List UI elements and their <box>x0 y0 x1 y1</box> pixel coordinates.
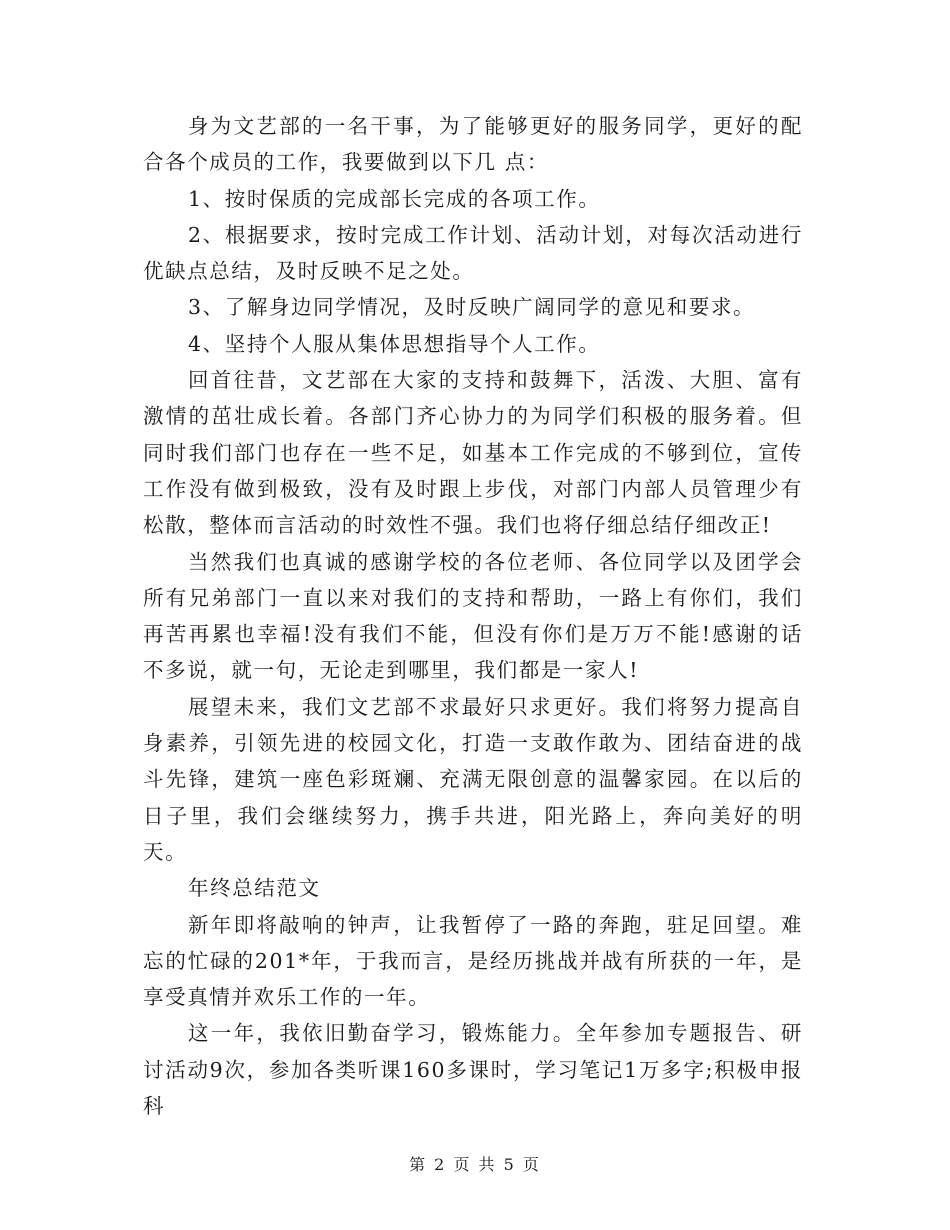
document-body <box>143 108 803 1124</box>
paragraph: 这一年，我依旧勤奋学习，锻炼能力。全年参加专题报告、研讨活动9次，参加各类听课160多课时，学习笔记1万多字;积极申报科 <box>143 1021 803 1119</box>
paragraph: 新年即将敲响的钟声，让我暂停了一路的奔跑，驻足回望。难忘的忙碌的201*年，于我而言，是经历挑战并战有所获的一年，是享受真情并欢乐工作的一年。 <box>143 912 803 1010</box>
paragraph: 1、按时保质的完成部长完成的各项工作。 <box>188 186 601 211</box>
paragraph: 当然我们也真诚的感谢学校的各位老师、各位同学以及团学会所有兄弟部门一直以来对我们的支持和帮助，一路上有你们，我们再苦再累也幸福!没有我们不能，但没有你们是万万不能!感谢的话不多说，就一句，无论走到哪里，我们都是一家人! <box>143 549 803 683</box>
paragraph: 回首往昔，文艺部在大家的支持和鼓舞下，活泼、大胆、富有激情的茁壮成长着。各部门齐心协力的为同学们积极的服务着。但同时我们部门也存在一些不足，如基本工作完成的不够到位，宣传工作没有做到极致，没有及时跟上步伐，对部门内部人员管理少有松散，整体而言活动的时效性不强。我们也将仔细总结仔细改正! <box>143 368 803 538</box>
paragraph: 身为文艺部的一名干事，为了能够更好的服务同学，更好的配合各个成员的工作，我要做到以下几 点： <box>143 114 803 175</box>
paragraph: 展望未来，我们文艺部不求最好只求更好。我们将努力提高自身素养，引领先进的校园文化，打造一支敢作敢为、团结奋进的战斗先锋，建筑一座色彩斑斓、充满无限创意的温馨家园。在以后的日子里，我们会继续努力，携手共进，阳光路上，奔向美好的明天。 <box>143 694 803 864</box>
paragraph: 3、了解身边同学情况，及时反映广阔同学的意见和要求。 <box>188 295 756 320</box>
page-number-footer: 第 2 页 共 5 页 <box>409 1155 541 1174</box>
paragraph: 4、坚持个人服从集体思想指导个人工作。 <box>188 331 601 356</box>
section-heading: 年终总结范文 <box>188 876 321 901</box>
paragraph: 2、根据要求，按时完成工作计划、活动计划，对每次活动进行优缺点总结，及时反映不足之处。 <box>143 222 803 284</box>
